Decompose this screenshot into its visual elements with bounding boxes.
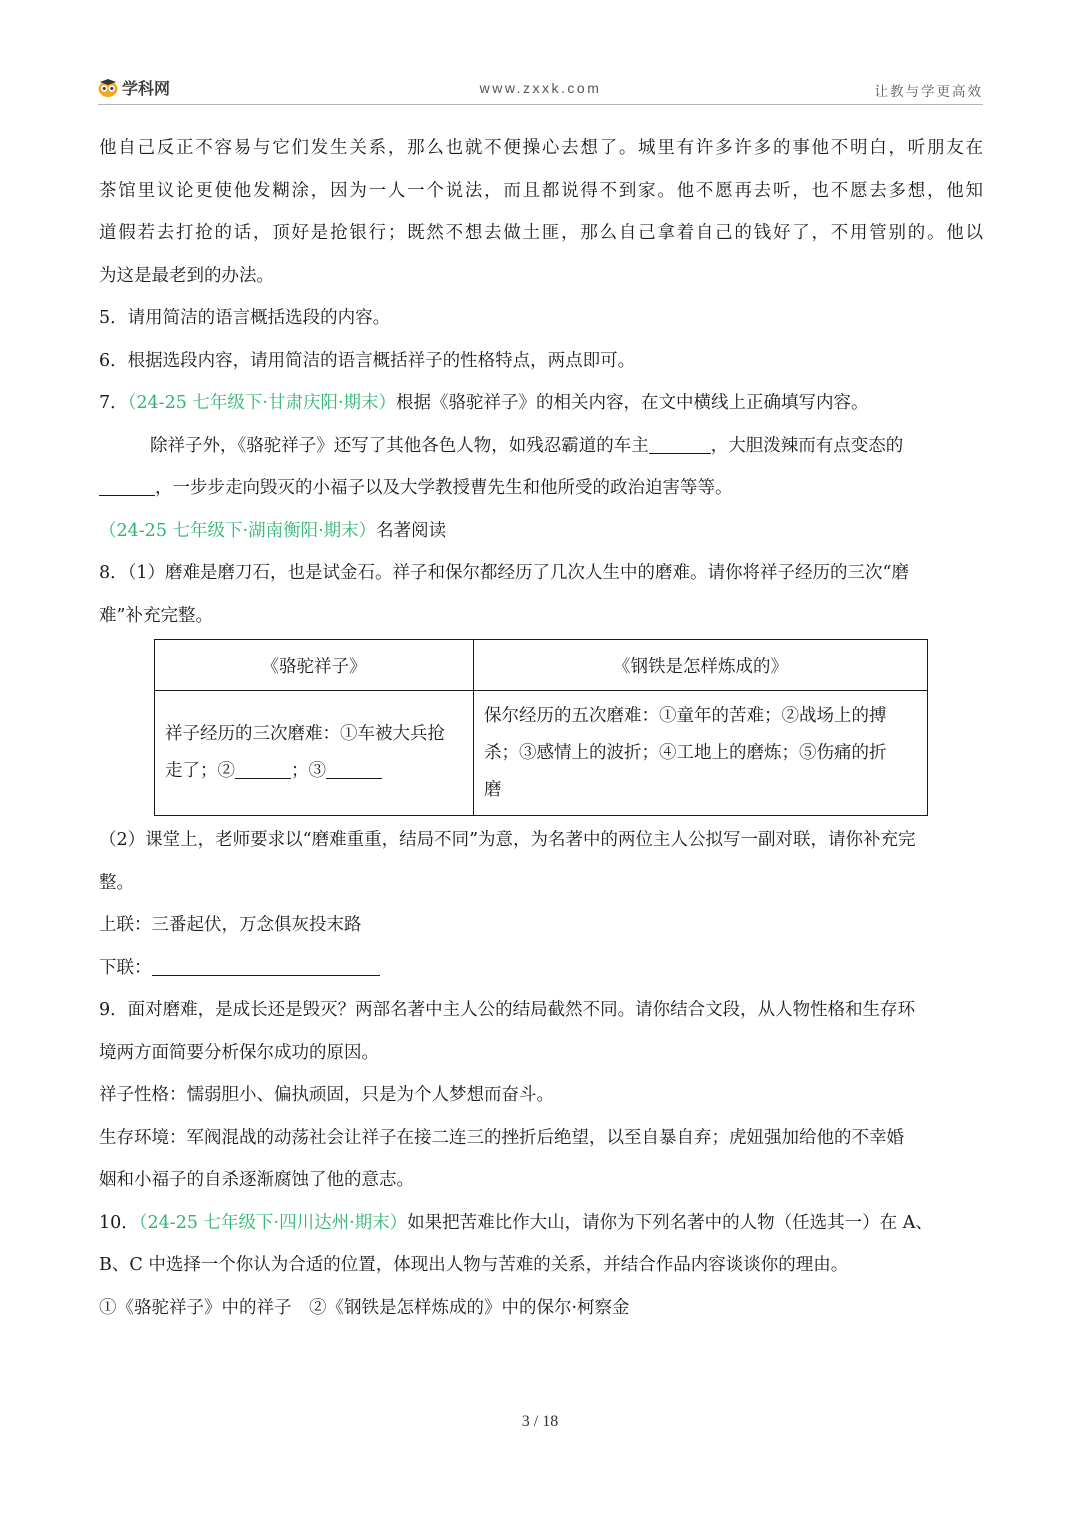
question-10-options: ①《骆驼祥子》中的祥子 ②《钢铁是怎样炼成的》中的保尔·柯察金 — [99, 1297, 630, 1318]
page-header — [98, 74, 983, 105]
question-8-2: （2）课堂上，老师要求以“磨难重重，结局不同”为意，为名著中的两位主人公拟写一副对联，请你补充完 — [99, 830, 916, 850]
passage-line: 道假若去打抢的话，顶好是抢银行；既然不想去做土匪，那么自己拿着自己的钱好了，不用管别的。他以 — [99, 223, 983, 243]
cell-text: 保尔经历的五次磨难：①童年的苦难；②战场上的搏 — [484, 705, 887, 726]
site-url[interactable]: www.zxxk.com — [479, 80, 602, 96]
question-text: 根据《骆驼祥子》的相关内容，在文中横线上正确填写内容。 — [396, 393, 869, 413]
table-header-cell: 《钢铁是怎样炼成的》 — [474, 640, 928, 691]
question-8-1: 8．（1）磨难是磨刀石，也是试金石。祥子和保尔都经历了几次人生中的磨难。请你将祥子经历的三次“磨 — [99, 563, 909, 583]
question-6: 6．根据选段内容，请用简洁的语言概括祥子的性格特点，两点即可。 — [99, 350, 636, 371]
cell-text: ；③ — [291, 761, 326, 781]
question-text: ，大胆泼辣而有点变态的 — [710, 435, 904, 456]
question-7 — [99, 382, 983, 425]
table-row — [155, 691, 928, 816]
section-title: 名著阅读 — [376, 520, 447, 541]
page-number: 3 / 18 — [521, 1413, 559, 1430]
question-9: 9．面对磨难，是成长还是毁灭？两部名著中主人公的结局截然不同。请你结合文段，从人物性格和生存环 — [99, 1000, 916, 1020]
source-tag: （24-25 七年级下·湖南衡阳·期末） — [99, 520, 377, 541]
question-text: 除祥子外，《骆驼祥子》还写了其他各色人物，如残忍霸道的车主 — [150, 435, 649, 456]
comparison-table — [154, 639, 928, 816]
couplet-lower — [99, 947, 983, 990]
question-8-1: 难”补充完整。 — [99, 605, 213, 626]
passage-line: 他自己反正不容易与它们发生关系，那么也就不便操心去想了。城里有许多许多的事他不明白，听朋友在 — [99, 138, 983, 158]
couplet-label: 下联： — [99, 957, 152, 978]
source-tag: （24-25 七年级下·四川达州·期末） — [138, 1212, 408, 1233]
question-number: 7． — [99, 393, 128, 413]
environment-text: 姻和小福子的自杀逐渐腐蚀了他的意志。 — [99, 1170, 414, 1190]
question-7-body — [99, 425, 983, 468]
source-tag: （24-25 七年级下·甘肃庆阳·期末） — [127, 393, 397, 413]
question-8-2: 整。 — [99, 872, 134, 893]
passage-line: 茶馆里议论更使他发糊涂，因为一人一个说法，而且都说得不到家。他不愿再去听，也不愿去多想，他知 — [99, 180, 983, 201]
fill-blank[interactable] — [649, 435, 711, 454]
logo-text: 学科网 — [122, 79, 171, 98]
question-9: 境两方面简要分析保尔成功的原因。 — [99, 1042, 379, 1063]
question-5: 5．请用简洁的语言概括选段的内容。 — [99, 308, 391, 328]
table-header-row — [155, 640, 928, 691]
question-10 — [99, 1202, 983, 1245]
table-header-cell: 《骆驼祥子》 — [155, 640, 474, 691]
cell-text: 磨 — [484, 779, 502, 800]
cell-text: 杀；③感情上的波折；④工地上的磨炼；⑤伤痛的折 — [484, 742, 887, 763]
table-cell-paul — [474, 691, 928, 816]
question-number: 10． — [99, 1212, 139, 1233]
couplet-upper: 上联：三番起伏，万念俱灰投末路 — [99, 915, 362, 935]
question-text: 如果把苦难比作大山，请你为下列名著中的人物（任选其一）在 A、 — [407, 1212, 933, 1233]
cell-text — [165, 753, 463, 790]
passage-line: 为这是最老到的办法。 — [99, 265, 274, 286]
question-7-body — [99, 467, 983, 510]
section-heading — [99, 510, 983, 553]
table-cell-xiangzi — [155, 691, 474, 816]
question-10: B、C 中选择一个你认为合适的位置，体现出人物与苦难的关系，并结合作品内容谈谈你的理由。 — [99, 1255, 849, 1275]
trait-text: 祥子性格：懦弱胆小、偏执顽固，只是为个人梦想而奋斗。 — [99, 1085, 554, 1105]
environment-text: 生存环境：军阀混战的动荡社会让祥子在接二连三的挫折后绝望，以至自暴自弃；虎妞强加给他的不幸婚 — [99, 1127, 904, 1148]
fill-blank[interactable] — [326, 760, 382, 779]
document-body — [99, 127, 983, 1329]
fill-blank[interactable] — [152, 957, 380, 976]
header-slogan: 让教与学更高效 — [874, 84, 983, 100]
question-text: ，一步步走向毁灭的小福子以及大学教授曹先生和他所受的政治迫害等等。 — [155, 478, 733, 498]
cell-text: 走了；② — [165, 761, 235, 781]
fill-blank[interactable] — [99, 477, 155, 496]
cell-text: 祥子经历的三次磨难：①车被大兵抢 — [165, 724, 445, 744]
fill-blank[interactable] — [235, 760, 291, 779]
